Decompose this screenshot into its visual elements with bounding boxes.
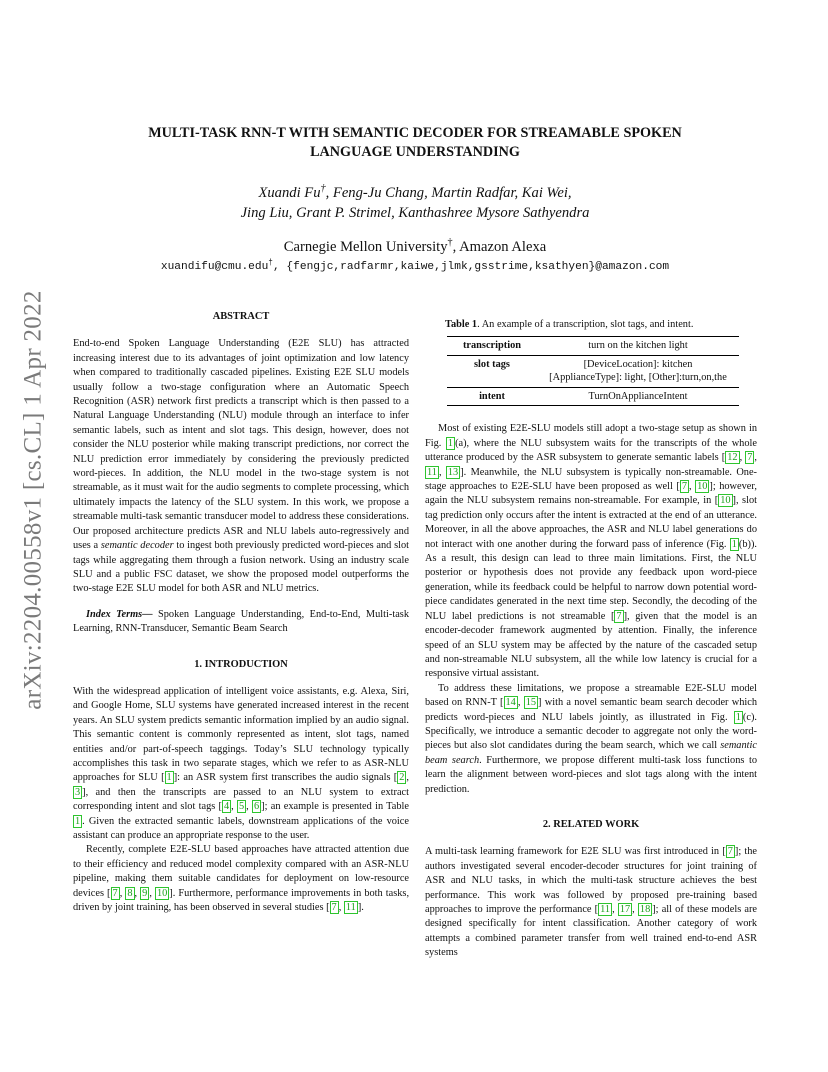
text-run: ]; however, again the NLU subsystem remains non-streamable. For example, in [	[425, 481, 757, 507]
intro-paragraph-2	[73, 843, 409, 915]
abstract-heading: ABSTRACT	[212, 311, 270, 322]
citation-link[interactable]: 2	[399, 772, 405, 784]
table-value-cell	[537, 355, 739, 387]
citation-link[interactable]: 7	[616, 610, 622, 622]
citation-link[interactable]: 7	[727, 846, 733, 858]
affiliation-amazon: , Amazon Alexa	[452, 239, 547, 255]
author-first: Xuandi Fu	[258, 185, 321, 201]
citation-link[interactable]: 10	[697, 481, 708, 493]
text-run: ,	[338, 902, 344, 914]
text-run: ]; the authors investigated several encoder-decoder structures for joint training of ASR and NLU tasks, in which the multi-task structure achieves the best performance. This work was followed by proposed pre-training based approaches to improve the performance [	[425, 846, 757, 915]
slot-tags-line-1: [DeviceLocation]: kitchen	[583, 358, 693, 370]
table-row	[447, 337, 739, 356]
citation-link[interactable]: 1	[166, 772, 172, 784]
citation-link[interactable]: 7	[331, 902, 337, 914]
email-amazon: , {fengjc,radfarmr,kaiwe,jlmk,gsstrime,ksathyen}@amazon.com	[273, 261, 670, 273]
text-run: ,	[246, 801, 252, 813]
text-run: ]: an ASR system first transcribes the audio signals [	[173, 772, 398, 784]
citation-link[interactable]: 11	[427, 466, 437, 478]
table-caption-text: . An example of a transcription, slot tags, and intent.	[477, 319, 694, 330]
arxiv-identifier-stamp	[8, 290, 60, 710]
body-paragraph-2	[425, 682, 757, 797]
table-caption	[445, 318, 757, 332]
citation-link[interactable]: 14	[505, 697, 516, 709]
table-caption-label: Table 1	[445, 319, 478, 330]
text-run: ,	[231, 801, 237, 813]
text-run: A multi-task learning framework for E2E SLU was first introduced in [	[425, 846, 726, 858]
arxiv-identifier-text: arXiv:2204.00558v1 [cs.CL] 1 Apr 2022	[20, 290, 48, 710]
figure-ref-link[interactable]: 1	[731, 538, 737, 550]
text-run: (b)). As a result, this design can lead to three main limitations. First, the NLU posterior or hypothesis does not provide any feedback upon word-piece generation, while its feedback could be helpful to narrow down potential word-piece candidates generated in the next time step. Secondly, the decoding of the NLU label predictions is not streamable [	[425, 538, 757, 622]
citation-link[interactable]: 11	[600, 904, 611, 915]
title-line-2: LANGUAGE UNDERSTANDING	[310, 144, 520, 160]
abstract-italic: semantic decoder	[100, 540, 174, 552]
citation-link[interactable]: 6	[254, 801, 260, 813]
table-value-cell: turn on the kitchen light	[537, 337, 739, 356]
text-run: ,	[119, 887, 126, 899]
spacer	[425, 406, 757, 422]
table-key-cell: intent	[447, 387, 537, 406]
text-run: ]; all of these models are designed specifically for intent classification. Another category of work attempts a combined parameter transfer from well trained end-to-end ASR systems	[425, 904, 757, 959]
citation-link[interactable]: 7	[747, 452, 753, 464]
text-run: (c). Specifically, we introduce a semantic decoder to aggregate not only the word-pieces but also slot candidates during the beam search, which we call	[425, 711, 757, 752]
intro-paragraph-1	[73, 685, 409, 843]
text-run: ], given that the model is an encoder-decoder framework augmented by attention. Finally, the inference speed of an SLU system may be affected by the nature of the cascaded setup and non-streamable NLU subsystem, all the while low latency is crucial for a responsive virtual assistant.	[425, 610, 757, 680]
authors-line-1	[120, 183, 710, 203]
citation-link[interactable]: 13	[447, 466, 459, 478]
author-list	[120, 183, 710, 223]
left-column	[73, 310, 409, 915]
affiliation-cmu: Carnegie Mellon University	[283, 239, 448, 255]
text-run: Most of existing E2E-SLU models still adopt a two-stage setup as shown in Fig.	[425, 423, 757, 449]
text-run: ,	[149, 887, 155, 899]
index-terms	[73, 608, 409, 637]
index-terms-text: Spoken Language Understanding, End-to-End, Multi-task Learning, RNN-Transducer, Semantic Beam Search	[73, 608, 410, 635]
email-cmu: xuandifu@cmu.edu	[160, 261, 269, 273]
citation-link[interactable]: 18	[639, 904, 651, 915]
text-run: ,	[754, 452, 757, 464]
text-run: ]; an example is presented in Table	[261, 801, 409, 813]
text-run: ,	[438, 466, 446, 478]
citation-link[interactable]: 10	[156, 887, 168, 899]
paper-title	[95, 124, 735, 162]
table-key-cell: slot tags	[447, 355, 537, 387]
text-run: . Given the extracted semantic labels, downstream applications of the voice assistant can produce an appropriate response to the user.	[73, 815, 409, 841]
text-run: ]. Furthermore, performance improvements in both tasks, driven by joint training, has been observed in several studies [	[73, 887, 410, 914]
citation-link[interactable]: 8	[127, 887, 133, 899]
affiliation-dagger: †	[447, 237, 453, 249]
title-line-1: MULTI-TASK RNN-T WITH SEMANTIC DECODER FOR STREAMABLE SPOKEN	[148, 125, 682, 141]
abstract-text-part-2: to ingest both previously predicted word-pieces and slot tags while aggregating them through a fusion network. Using an industry scale SLU and a public FSC dataset, we show the proposed model outperforms the two-stage E2E SLU model for both ASR and NLU metrics.	[73, 540, 410, 595]
text-run: ,	[688, 481, 696, 493]
index-terms-label: Index Terms—	[86, 608, 153, 620]
affiliations	[120, 237, 710, 257]
slot-tags-line-2: [ApplianceType]: light, [Other]:turn,on,the	[549, 372, 727, 384]
citation-link[interactable]: 7	[112, 887, 118, 899]
introduction-heading: 1. INTRODUCTION	[194, 658, 288, 670]
citation-link[interactable]: 9	[142, 887, 148, 899]
body-paragraph-1	[425, 422, 757, 681]
table-row	[447, 355, 739, 387]
email-dagger: †	[268, 258, 273, 268]
table-row	[447, 387, 739, 406]
text-run: Recently, complete E2E-SLU based approaches have attracted attention due to their efficiency and reduced model complexity compared with an ASR-NLU pipeline, making them suitable candidates for deployment on low-resource devices [	[73, 844, 409, 899]
author-emails	[80, 259, 750, 275]
citation-link[interactable]: 17	[619, 904, 631, 915]
citation-link[interactable]: 5	[238, 801, 245, 813]
abstract-text-part-1: End-to-end Spoken Language Understanding (E2E SLU) has attracted increasing interest due to its advantages of joint optimization and low latency when compared to traditionally cascaded pipelines. Existing E2E SLU models usually follow a two-stage configuration where an Automatic Speech Recognition (ASR) network first predicts a transcript which is then passed to a Natural Language Understanding (NLU) module through an interface to infer semantic labels, such as intent and slot tags. This design, however, does not consider the NLU posterior while making transcript predictions, nor correct the NLU prediction error immediately by considering the previously predicted word-pieces. In addition, the NLU model in the two-stage system is not streamable, as it must wait for the audio segments to complete processing, which ultimately impacts the latency of the SLU system. In this work, we propose a streamable multi-task semantic transducer model to address these considerations. Our proposed architecture predicts ASR and NLU labels auto-regressively and uses a	[73, 338, 409, 552]
text-run: ,	[612, 904, 618, 915]
example-table	[447, 336, 739, 406]
text-run: ,	[134, 887, 141, 899]
citation-link[interactable]: 4	[223, 801, 230, 813]
citation-link[interactable]: 11	[345, 902, 356, 914]
text-run: ]. Meanwhile, the NLU subsystem is typically non-streamable. One-stage approaches to E2E-SLU have been proposed as well [	[425, 466, 758, 493]
text-run: ,	[739, 452, 746, 464]
figure-ref-link[interactable]: 1	[735, 711, 741, 723]
text-run: (a), where the NLU subsystem waits for the transcripts of the whole utterance produced by the ASR subsystem to generate semantic labels [	[425, 437, 757, 464]
table-value-cell: TurnOnApplianceIntent	[537, 387, 739, 406]
related-work-heading: 2. RELATED WORK	[542, 818, 640, 830]
text-run: ], and then the transcripts are passed to an NLU system to extract corresponding intent and slot tags [	[73, 786, 409, 813]
figure-ref-link[interactable]: 1	[447, 437, 454, 449]
table-ref-link[interactable]: 1	[75, 815, 81, 827]
authors-line-2: Jing Liu, Grant P. Strimel, Kanthashree Mysore Sathyendra	[240, 205, 590, 221]
authors-rest-1: , Feng-Ju Chang, Martin Radfar, Kai Wei,	[325, 185, 572, 201]
citation-link[interactable]: 3	[75, 786, 81, 798]
text-run: With the widespread application of intelligent voice assistants, e.g. Alexa, Siri, and Google Home, SLU systems have generated increased interest in the recent years. An SLU system predicts semantic information implied by an audio signal. This semantic content is commonly represented as intent, slot tags, named entities and/or part-of-speech taggings. Today’s SLU technology typically accomplishes this task in two separate stages, which we refer to as ASR-NLU approaches for SLU [	[73, 685, 409, 784]
text-run: ] with a novel semantic beam search decoder which predicts word-pieces and NLU labels jointly, as illustrated in Fig.	[425, 697, 758, 723]
abstract-text	[73, 337, 409, 596]
text-run: . Furthermore, we propose different multi-task loss functions to learn the alignment between word-pieces and slot tags along with the intent prediction.	[425, 754, 757, 795]
table-key-cell: transcription	[447, 337, 537, 356]
text-run: To address these limitations, we propose a streamable E2E-SLU model based on RNN-T [	[425, 682, 757, 709]
text-run: ].	[357, 902, 364, 914]
citation-link[interactable]: 7	[681, 481, 687, 493]
author-dagger: †	[320, 183, 326, 195]
citation-link[interactable]: 10	[720, 495, 731, 507]
citation-link[interactable]: 15	[525, 697, 537, 709]
text-run: ], slot tag prediction only occurs after the intent is extracted at the end of an utterance. Moreover, in all the above approaches, the ASR and NLU label generations do not interact with one another during the forward pass of inference (Fig.	[425, 495, 757, 550]
text-run: ,	[406, 772, 410, 784]
text-run: ,	[517, 697, 524, 709]
text-run: ,	[632, 904, 638, 915]
citation-link[interactable]: 12	[727, 452, 738, 464]
related-work-paragraph	[425, 845, 757, 960]
italic-term: semantic beam search	[425, 740, 757, 766]
right-column	[425, 318, 757, 961]
